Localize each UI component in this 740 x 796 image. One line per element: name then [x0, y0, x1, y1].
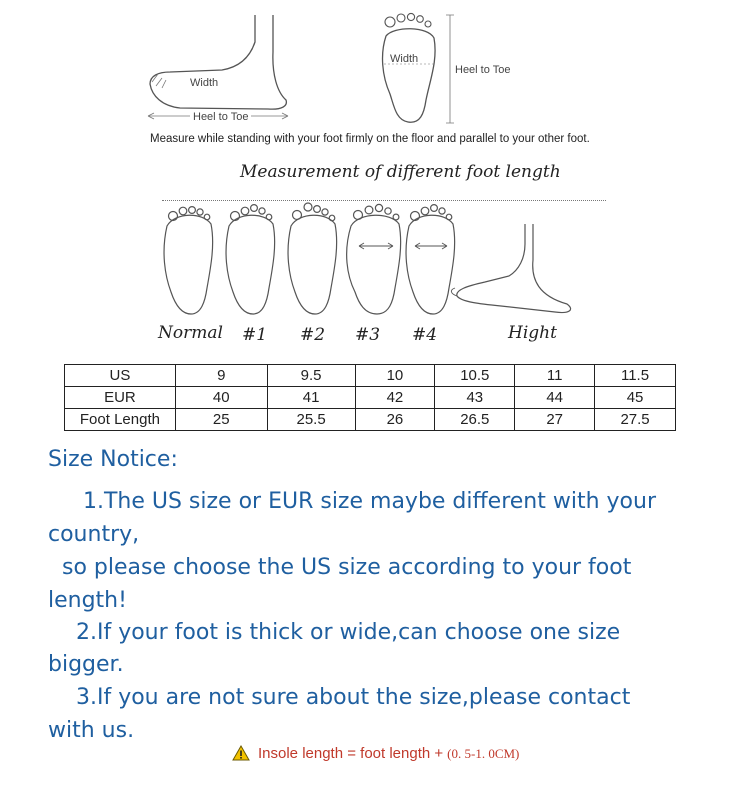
table-cell: 9 — [175, 365, 267, 387]
table-cell: 40 — [175, 387, 267, 409]
row-label-us: US — [65, 365, 176, 387]
table-cell: 9.5 — [267, 365, 355, 387]
notice-line: 1.The US size or EUR size maybe different with your — [48, 489, 656, 514]
table-cell: 25 — [175, 409, 267, 431]
foot-section-title: Measurement of different foot length — [240, 162, 561, 182]
insole-text: Insole length = foot length + — [258, 745, 444, 762]
foot-label-high: Hight — [508, 323, 557, 343]
insole-range: (0. 5-1. 0CM) — [447, 746, 520, 761]
table-cell: 27 — [515, 409, 595, 431]
foot-label-4: #4 — [412, 325, 438, 345]
table-cell: 11.5 — [595, 365, 676, 387]
warning-icon — [232, 745, 250, 761]
row-label-foot-length: Foot Length — [65, 409, 176, 431]
row-label-eur: EUR — [65, 387, 176, 409]
notice-line: so please choose the US size according to your foot — [48, 555, 632, 580]
top-heel-label: Heel to Toe — [455, 64, 511, 76]
measure-instruction: Measure while standing with your foot firmly on the floor and parallel to your other foot. — [150, 133, 590, 145]
notice-line: length! — [48, 588, 127, 613]
table-cell: 10.5 — [435, 365, 515, 387]
table-cell: 43 — [435, 387, 515, 409]
table-cell: 41 — [267, 387, 355, 409]
foot-shapes — [155, 196, 595, 321]
table-row — [65, 365, 676, 387]
table-cell: 10 — [355, 365, 435, 387]
foot-label-2: #2 — [300, 325, 326, 345]
insole-note — [232, 745, 519, 762]
foot-label-3: #3 — [355, 325, 381, 345]
table-cell: 44 — [515, 387, 595, 409]
notice-line: 2.If your foot is thick or wide,can choose one size — [48, 620, 621, 645]
notice-line: bigger. — [48, 652, 124, 677]
table-cell: 42 — [355, 387, 435, 409]
notice-line: 3.If you are not sure about the size,please contact — [48, 685, 631, 710]
notice-line: with us. — [48, 718, 135, 743]
table-row — [65, 409, 676, 431]
side-width-label: Width — [190, 77, 219, 89]
table-cell: 26.5 — [435, 409, 515, 431]
top-foot-diagram — [372, 10, 467, 128]
size-notice-title: Size Notice: — [48, 447, 178, 472]
table-cell: 25.5 — [267, 409, 355, 431]
top-width-label: Width — [390, 53, 419, 65]
table-cell: 26 — [355, 409, 435, 431]
table-cell: 11 — [515, 365, 595, 387]
table-cell: 27.5 — [595, 409, 676, 431]
table-cell: 45 — [595, 387, 676, 409]
side-heel-label: Heel to Toe — [190, 111, 251, 123]
table-row — [65, 387, 676, 409]
notice-line: country, — [48, 522, 140, 547]
foot-label-1: #1 — [242, 325, 268, 345]
size-table — [64, 364, 676, 431]
foot-label-normal: Normal — [158, 323, 223, 343]
